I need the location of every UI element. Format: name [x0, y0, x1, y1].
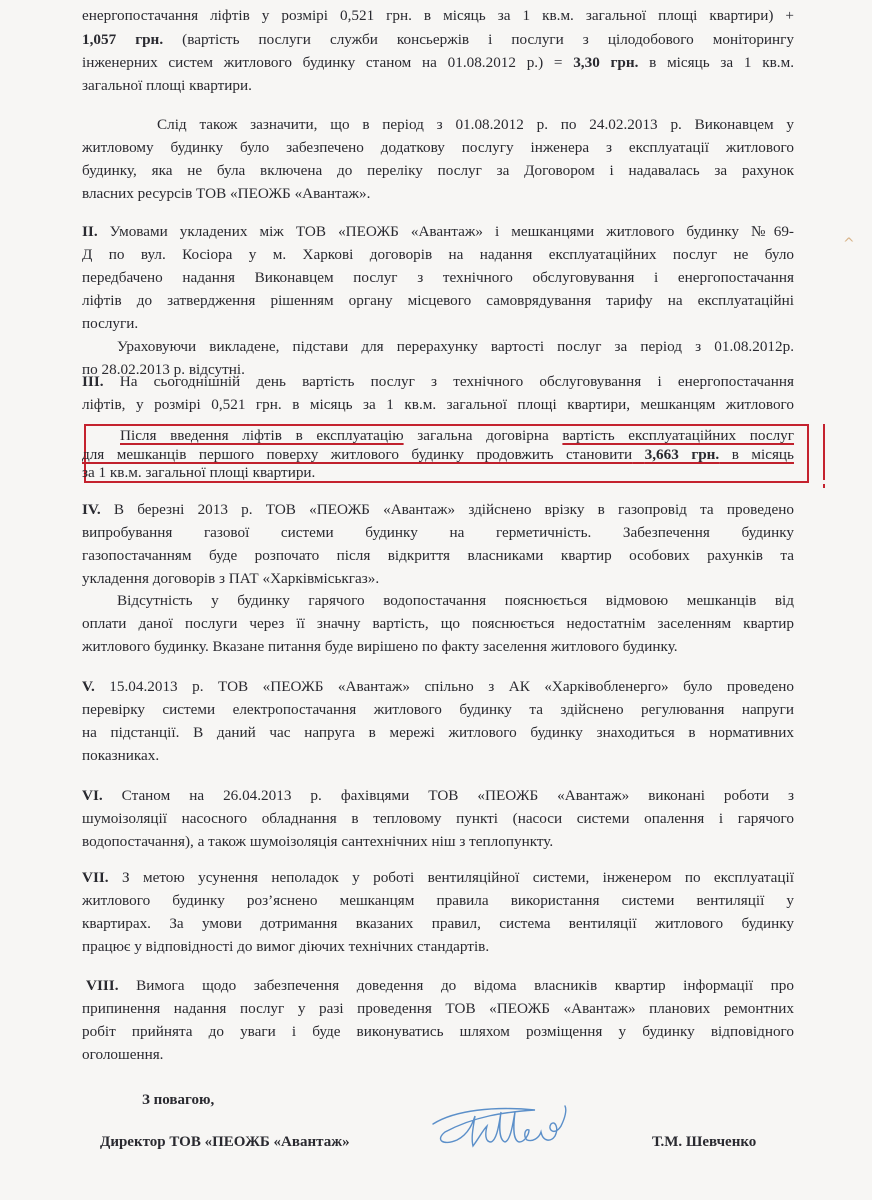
section-number: VII.	[82, 869, 109, 886]
text: ліфтів до затвердження рішенням органу місцевого самоврядування тарифу на експлуатаційні	[82, 292, 794, 309]
text: житлового будинку роз’яснено мешканцям правила використання системи вентиляції у	[82, 892, 794, 909]
text: в місяць за 1 кв.м.	[638, 54, 794, 71]
director-name: Т.М. Шевченко	[652, 1134, 757, 1150]
text: показниках.	[82, 747, 160, 764]
text: будинку, яка не була включена до переліку послуг за Договором і надавалась за рахунок	[82, 162, 794, 179]
section-8-line-1	[86, 976, 794, 996]
text: укладення договорів з ПАТ «Харківміськгаз».	[82, 570, 380, 587]
text: Д по вул. Косіора у м. Харкові договорів на надання експлуатаційних послуг не було	[82, 246, 794, 263]
text: припинення надання послуг у разі проведення ТОВ «ПЕОЖБ «Авантаж» планових ремонтних	[82, 1000, 794, 1017]
text: оплати даної послуги через її значну вартість, що пояснюється недостатнім заселенням квартир	[82, 615, 794, 632]
note-line-4	[82, 184, 794, 204]
section-4-line-5	[117, 591, 794, 611]
section-number: III.	[82, 373, 104, 390]
text: за 1 кв.м. загальної площі квартири.	[82, 464, 316, 481]
section-4-line-2	[82, 523, 794, 543]
margin-mark-dot	[823, 484, 825, 488]
text: житловому будинку було забезпечено додаткову послугу інженера з експлуатації житлового	[82, 139, 794, 156]
text: оголошення.	[82, 1046, 164, 1063]
text: Відсутність у будинку гарячого водопостачання пояснюється відмовою мешканців від	[117, 592, 794, 609]
signature-stroke	[433, 1106, 566, 1146]
section-4-line-6	[82, 614, 794, 634]
section-2-line-4	[82, 291, 794, 311]
text: шумоізоляції насосного обладнання в тепловому пункті (насоси системи опалення і гарячого	[82, 810, 794, 827]
intro-line-4	[82, 76, 794, 96]
section-number: VI.	[82, 787, 103, 804]
section-2-line-6	[117, 337, 794, 357]
text: (вартість послуги служби консьержів і послуги з цілодобового моніторингу	[163, 31, 794, 48]
text: водопостачання), а також шумоізоляція сантехнічних ніш з теплопункту.	[82, 833, 554, 850]
text: Умовами укладених між ТОВ «ПЕОЖБ «Авантаж» і мешканцями житлового будинку №69-	[97, 223, 794, 240]
section-8-line-2	[82, 999, 794, 1019]
highlight-line-1	[120, 426, 794, 446]
text: На сьогоднішній день вартість послуг з технічного обслуговування і енергопостачання	[103, 373, 794, 390]
text: загальної площі квартири.	[82, 77, 252, 94]
text: власних ресурсів ТОВ «ПЕОЖБ «Авантаж».	[82, 185, 371, 202]
amount-3663: 3,663 грн.	[644, 446, 720, 463]
section-2-line-1	[82, 222, 794, 242]
text: Ураховуючи викладене, підстави для перерахунку вартості послуг за період з 01.08.2012р.	[117, 338, 794, 355]
section-number: V.	[82, 678, 95, 695]
section-4-line-3	[82, 546, 794, 566]
text: робіт прийнята до уваги і буде виконуватись шляхом розміщення у будинку відповідного	[82, 1023, 794, 1040]
section-number: II.	[82, 223, 98, 240]
amount-1057: 1,057 грн.	[82, 31, 164, 48]
section-6-line-1	[82, 786, 794, 806]
section-2-line-2	[82, 245, 794, 265]
text: загальна договірна	[403, 427, 563, 444]
text: В березні 2013 р. ТОВ «ПЕОЖБ «Авантаж» здійснено врізку в газопровід та проведено	[100, 501, 794, 518]
text: Вимога щодо забезпечення доведення до відома власників квартир інформації про	[118, 977, 794, 994]
section-8-line-4	[82, 1045, 794, 1065]
section-8-line-3	[82, 1022, 794, 1042]
underlined-text: вартість експлуатаційних послуг	[562, 427, 795, 444]
text: на підстанції. В даний час напруга в мережі житлового будинку знаходиться в нормативних	[82, 724, 794, 741]
highlight-line-3	[82, 463, 794, 483]
section-7-line-1	[82, 868, 794, 888]
text: Слід також зазначити, що в період з 01.08.2012 р. по 24.02.2013 р. Виконавцем у	[157, 116, 794, 133]
margin-caret-mark: ^	[843, 236, 855, 252]
text: по 28.02.2013 р. відсутні.	[82, 361, 245, 378]
section-7-line-4	[82, 937, 794, 957]
section-6-line-2	[82, 809, 794, 829]
underlined-text: в місяць	[719, 446, 794, 463]
text: квартирах. За умови дотримання вказаних правил, система вентиляції житлового будинку	[82, 915, 794, 932]
text: випробування газової системи будинку на герметичність. Забезпечення будинку	[82, 524, 794, 541]
intro-line-1	[82, 6, 794, 26]
text: інженерних систем житлового будинку станом на 01.08.2012 р.) =	[82, 54, 574, 71]
section-5-line-4	[82, 746, 794, 766]
text: передбачено надання Виконавцем послуг з технічного обслуговування і енергопостачання	[82, 269, 794, 286]
text: послуги.	[82, 315, 139, 332]
section-number: VIII.	[86, 977, 119, 994]
underlined-space	[632, 446, 645, 463]
text: енергопостачання ліфтів у розмірі 0,521 грн. в місяць за 1 кв.м. загальної площі квартири) +	[82, 7, 794, 24]
section-2-line-5	[82, 314, 794, 334]
text: З метою усунення неполадок у роботі вентиляційної системи, інженером по експлуатації	[108, 869, 794, 886]
regards: З повагою,	[142, 1092, 215, 1108]
text: працює у відповідності до вимог діючих технічних стандартів.	[82, 938, 490, 955]
text: перевірку системи електропостачання житлового будинку та здійснено регулювання напруги	[82, 701, 794, 718]
section-4-line-7	[82, 637, 794, 657]
section-number: IV.	[82, 501, 101, 518]
section-5-line-2	[82, 700, 794, 720]
text: газопостачанням буде розпочато після відкриття власниками квартир особових рахунків та	[82, 547, 794, 564]
text: ліфтів, у розмірі 0,521 грн. в місяць за 1 кв.м. загальної площі квартири, мешканцям житлового	[82, 396, 794, 413]
text: житлового будинку. Вказане питання буде вирішено по факту заселення житлового будинку.	[82, 638, 678, 655]
section-2-line-3	[82, 268, 794, 288]
section-3-line-2	[82, 395, 794, 415]
note-line-3	[82, 161, 794, 181]
section-3-line-1	[82, 372, 794, 392]
intro-line-3	[82, 53, 794, 73]
text: Станом на 26.04.2013 р. фахівцями ТОВ «ПЕОЖБ «Авантаж» виконані роботи з	[102, 787, 794, 804]
text: 15.04.2013 р. ТОВ «ПЕОЖБ «Авантаж» спільно з АК «Харківобленерго» було проведено	[94, 678, 794, 695]
note-line-2	[82, 138, 794, 158]
section-4-line-4	[82, 569, 794, 589]
underlined-text: Після введення ліфтів в експлуатацію	[120, 427, 404, 444]
intro-line-2	[82, 30, 794, 50]
section-5-line-3	[82, 723, 794, 743]
section-5-line-1	[82, 677, 794, 697]
director-position: Директор ТОВ «ПЕОЖБ «Авантаж»	[100, 1134, 350, 1150]
signature	[425, 1102, 585, 1154]
highlight-line-2	[82, 445, 794, 465]
section-7-line-2	[82, 891, 794, 911]
section-4-line-1	[82, 500, 794, 520]
section-7-line-3	[82, 914, 794, 934]
note-line-1	[157, 115, 794, 135]
underlined-text: для мешканців першого поверху житлового будинку продовжить становити	[82, 446, 633, 463]
margin-mark	[823, 424, 825, 480]
amount-330: 3,30 грн.	[573, 54, 639, 71]
section-6-line-3	[82, 832, 794, 852]
